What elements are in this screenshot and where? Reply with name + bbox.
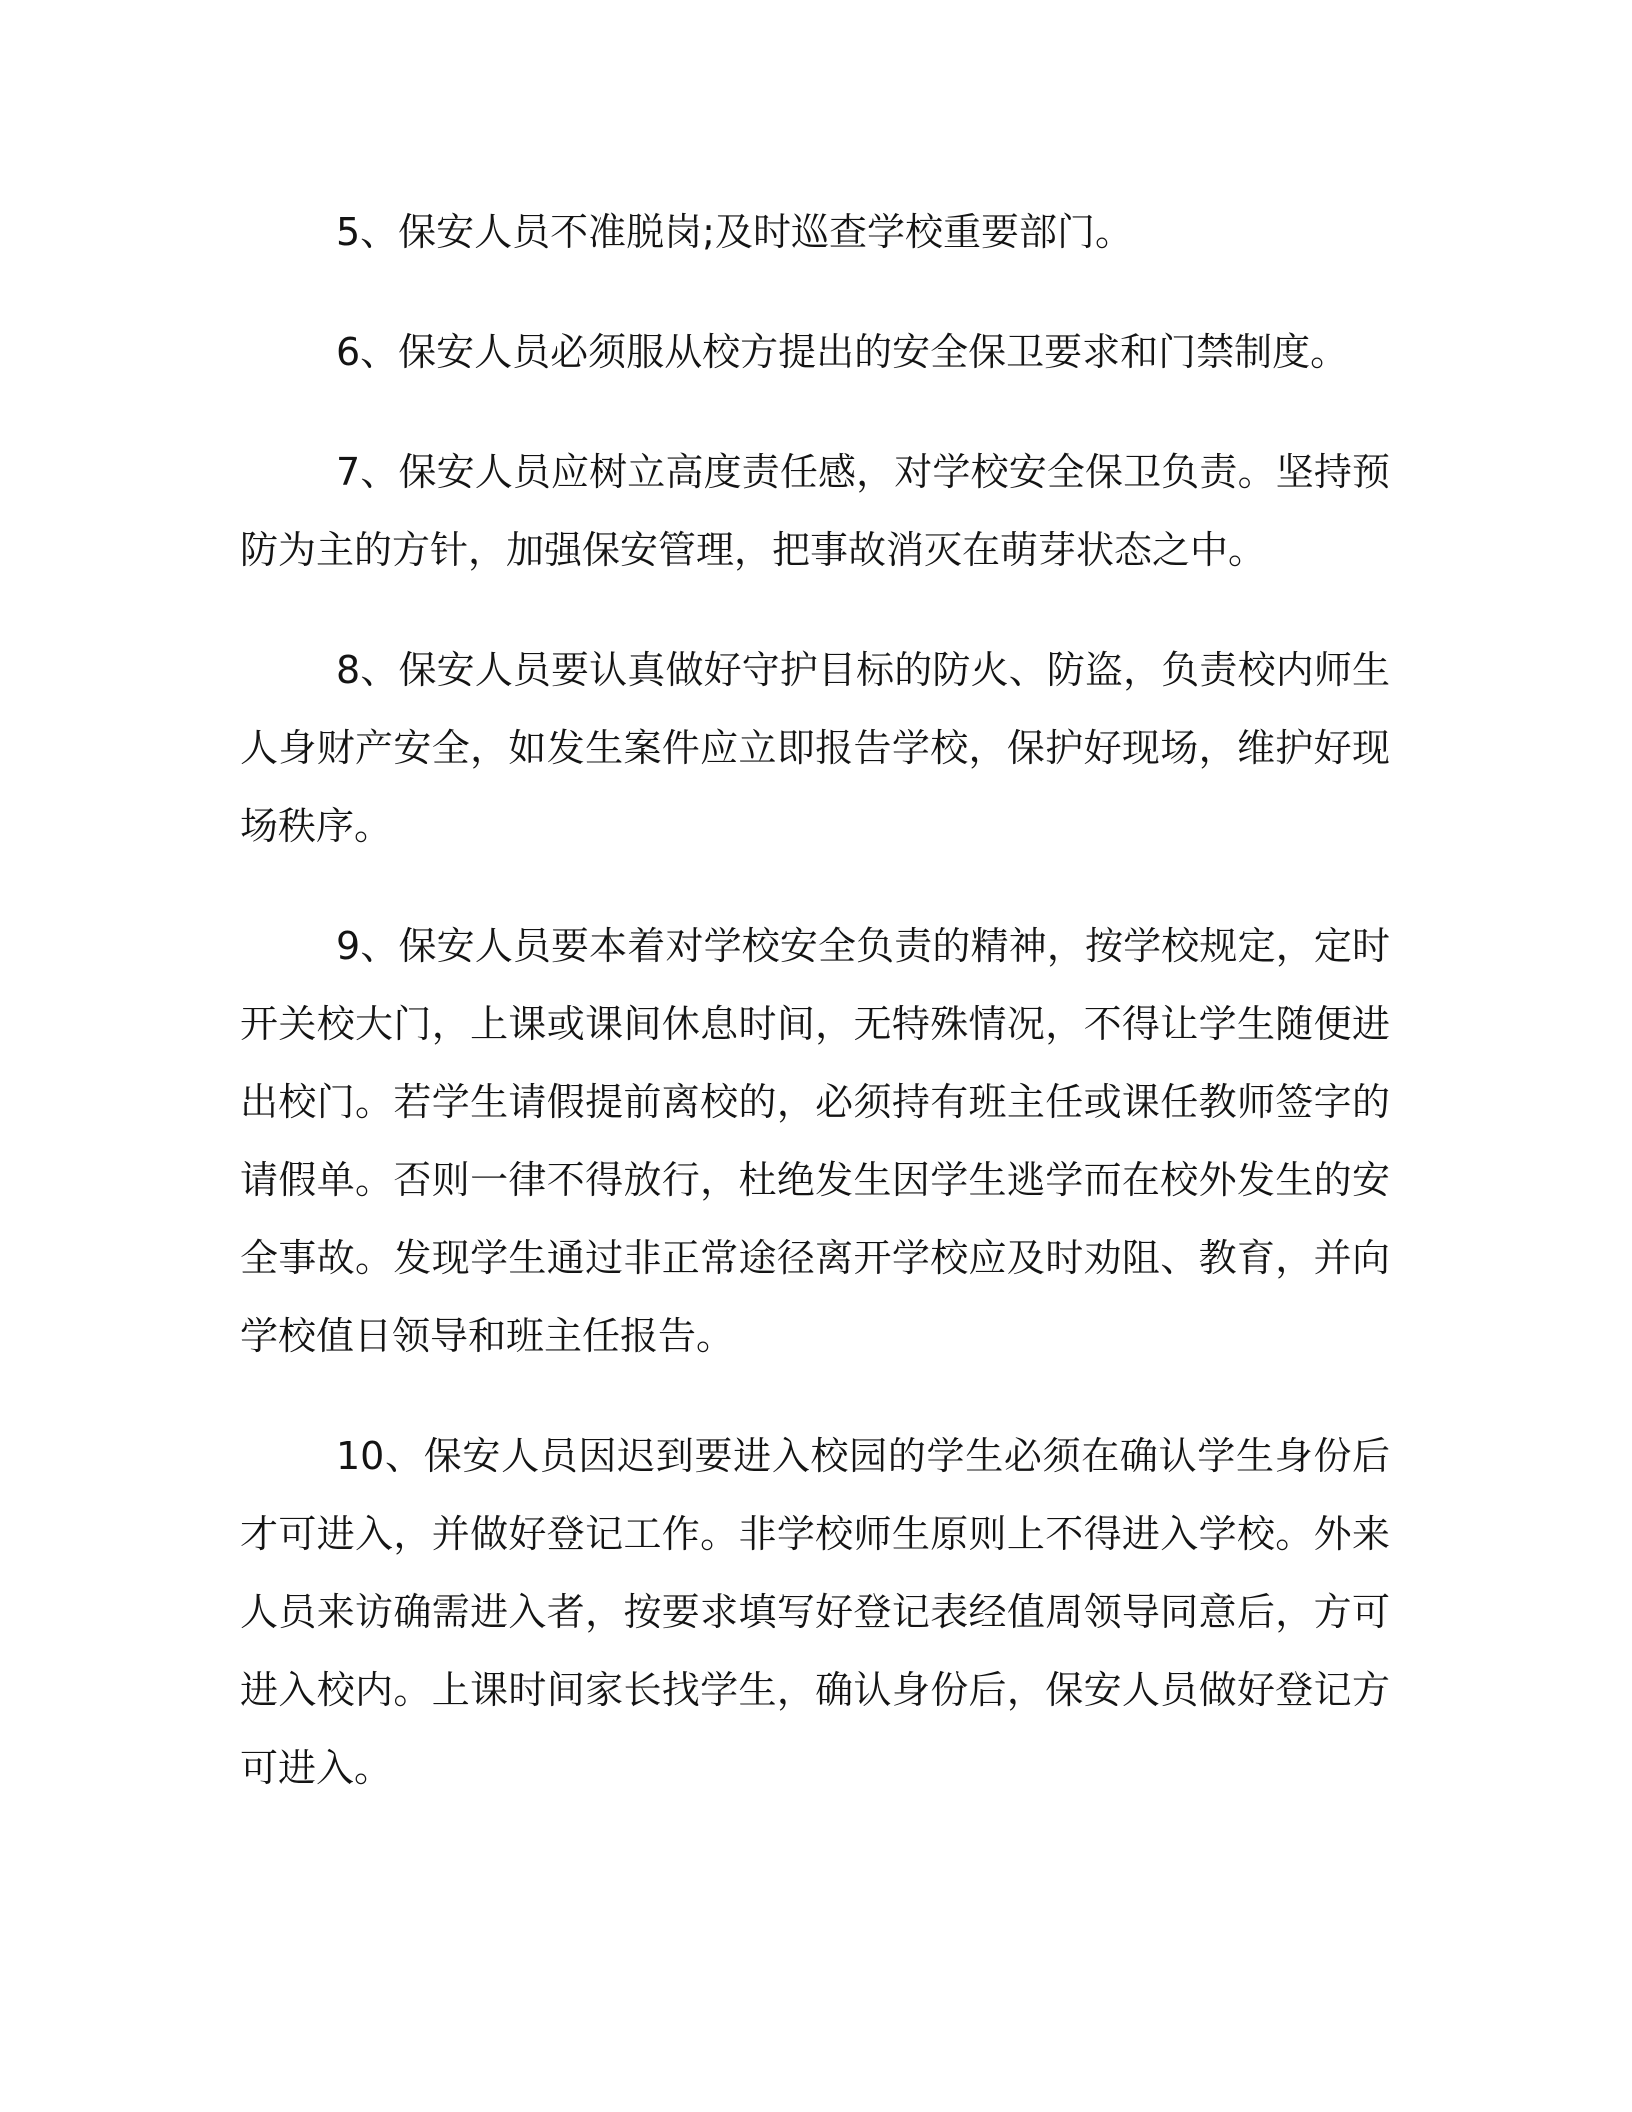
paragraph-item-7: 7、保安人员应树立高度责任感，对学校安全保卫负责。坚持预防为主的方针，加强保安管理，把事故消灭在萌芽状态之中。 — [240, 450, 1390, 572]
document-body — [240, 193, 1390, 1807]
paragraph-item-9: 9、保安人员要本着对学校安全负责的精神，按学校规定，定时开关校大门，上课或课间休息时间，无特殊情况，不得让学生随便进出校门。若学生请假提前离校的，必须持有班主任或课任教师签字的请假单。否则一律不得放行，杜绝发生因学生逃学而在校外发生的安全事故。发现学生通过非正常途径离开学校应及时劝阻、教育，并向学校值日领导和班主任报告。 — [240, 924, 1390, 1358]
paragraph-item-8: 8、保安人员要认真做好守护目标的防火、防盗，负责校内师生人身财产安全，如发生案件应立即报告学校，保护好现场，维护好现场秩序。 — [240, 648, 1390, 848]
paragraph-item-5: 5、保安人员不准脱岗;及时巡查学校重要部门。 — [336, 210, 1133, 254]
paragraph-item-6: 6、保安人员必须服从校方提出的安全保卫要求和门禁制度。 — [336, 330, 1349, 374]
paragraph-item-10: 10、保安人员因迟到要进入校园的学生必须在确认学生身份后才可进入，并做好登记工作。非学校师生原则上不得进入学校。外来人员来访确需进入者，按要求填写好登记表经值周领导同意后，方可进入校内。上课时间家长找学生，确认身份后，保安人员做好登记方可进入。 — [240, 1434, 1390, 1790]
